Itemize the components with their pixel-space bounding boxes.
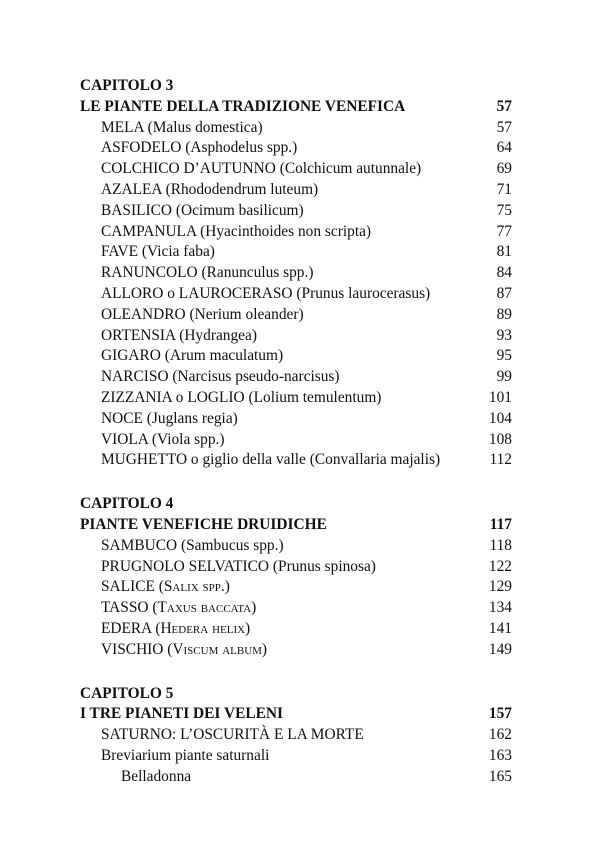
page-number: 134 [488,599,512,617]
plant-name: ORTENSIA [101,326,176,344]
page-number: 93 [496,326,512,344]
plant-name: COLCHICO D’AUTUNNO [101,160,276,178]
page-number: 129 [488,578,512,596]
subsection-name: Belladonna [121,767,192,785]
spacer [80,471,512,494]
toc-entry[interactable] [80,138,512,159]
page-number: 101 [488,388,512,406]
page-number: 117 [489,515,512,533]
spacer [80,661,512,684]
page-number: 57 [496,118,512,136]
plant-name: MUGHETTO o giglio della valle [101,451,306,469]
chapter-heading: CAPITOLO 4 [80,495,174,513]
latin-name: (Nerium oleander) [189,305,304,323]
toc-entry[interactable] [80,118,512,139]
latin-name: (Colchicum autunnale) [279,160,422,178]
latin-name: (Salix spp.) [158,578,230,596]
toc-subentry[interactable] [80,746,512,767]
page-number: 141 [488,619,512,637]
plant-name: FAVE [101,243,139,261]
page-number: 87 [496,284,512,302]
plant-name: VISCHIO [101,640,164,658]
latin-name: (Arum maculatum) [164,347,284,365]
latin-name: (Hyacinthoides non scripta) [200,222,372,240]
page-number: 118 [489,536,512,554]
table-of-contents [80,76,512,788]
toc-entry[interactable] [80,619,512,640]
section-name: SATURNO: L’OSCURITÀ E LA MORTE [101,726,364,744]
latin-name: (Vicia faba) [141,243,215,261]
plant-name: NOCE [101,409,143,427]
page-number: 108 [488,430,512,448]
chapter-title-row[interactable] [80,97,512,118]
toc-entry[interactable] [80,201,512,222]
latin-name: (Prunus spinosa) [272,557,376,575]
plant-name: TASSO [101,599,149,617]
toc-entry[interactable] [80,598,512,619]
latin-name: (Ranunculus spp.) [201,264,314,282]
latin-name: (Hedera helix) [155,619,251,637]
subsection-name: Breviarium piante saturnali [101,746,270,764]
page-number: 99 [496,368,512,386]
plant-name: ASFODELO [101,139,182,157]
toc-entry[interactable] [80,536,512,557]
toc-entry[interactable] [80,159,512,180]
toc-entry[interactable] [80,242,512,263]
page-number: 122 [488,557,512,575]
latin-name: (Narcisus pseudo-narcisus) [172,368,340,386]
page-number: 77 [496,222,512,240]
chapter-title-row[interactable] [80,515,512,536]
toc-entry[interactable] [80,263,512,284]
plant-name: GIGARO [101,347,161,365]
page-number: 112 [489,451,512,469]
chapter-title-row[interactable] [80,704,512,725]
toc-entry[interactable] [80,346,512,367]
toc-entry[interactable] [80,450,512,471]
page-number: 57 [496,97,512,115]
latin-name: (Ocimum basilicum) [175,201,304,219]
chapter-heading: CAPITOLO 5 [80,684,174,702]
chapter-title: I TRE PIANETI DEI VELENI [80,705,283,723]
plant-name: MELA [101,118,144,136]
latin-name: (Lolium temulentum) [248,388,382,406]
toc-entry[interactable] [80,305,512,326]
page-number: 162 [488,726,512,744]
plant-name: AZALEA [101,180,162,198]
page-number: 84 [496,264,512,282]
chapter-title: PIANTE VENEFICHE DRUIDICHE [80,515,327,533]
latin-name: (Viscum album) [167,640,268,658]
plant-name: RANUNCOLO [101,264,198,282]
latin-name: (Asphodelus spp.) [185,139,298,157]
toc-entry[interactable] [80,409,512,430]
page-number: 157 [488,705,512,723]
plant-name: BASILICO [101,201,172,219]
page-number: 95 [496,347,512,365]
latin-name: (Convallaria majalis) [309,451,441,469]
toc-entry[interactable] [80,222,512,243]
toc-entry[interactable] [80,367,512,388]
latin-name: (Hydrangea) [179,326,257,344]
latin-name: (Viola spp.) [151,430,225,448]
page-number: 71 [496,180,512,198]
page-number: 75 [496,201,512,219]
toc-entry[interactable] [80,640,512,661]
plant-name: OLEANDRO [101,305,186,323]
page-number: 163 [488,746,512,764]
page-number: 81 [496,243,512,261]
toc-subentry[interactable] [80,767,512,788]
toc-entry[interactable] [80,430,512,451]
page-number: 69 [496,160,512,178]
latin-name: (Juglans regia) [146,409,238,427]
toc-entry[interactable] [80,326,512,347]
plant-name: ALLORO o LAUROCERASO [101,284,293,302]
toc-entry[interactable] [80,284,512,305]
plant-name: PRUGNOLO SELVATICO [101,557,270,575]
toc-entry[interactable] [80,577,512,598]
plant-name: ZIZZANIA o LOGLIO [101,388,245,406]
latin-name: (Malus domestica) [147,118,263,136]
toc-entry[interactable] [80,557,512,578]
page-number: 149 [488,640,512,658]
page-number: 165 [488,767,512,785]
plant-name: SALICE [101,578,155,596]
chapter-heading: CAPITOLO 3 [80,77,174,94]
plant-name: NARCISO [101,368,169,386]
plant-name: CAMPANULA [101,222,197,240]
toc-entry[interactable] [80,180,512,201]
plant-name: EDERA [101,619,152,637]
toc-entry[interactable] [80,388,512,409]
plant-name: VIOLA [101,430,149,448]
chapter-title: LE PIANTE DELLA TRADIZIONE VENEFICA [80,97,406,115]
page-number: 89 [496,305,512,323]
latin-name: (Prunus laurocerasus) [296,284,431,302]
latin-name: (Rhododendrum luteum) [165,180,319,198]
latin-name: (Sambucus spp.) [180,536,284,554]
plant-name: SAMBUCO [101,536,178,554]
page-number: 104 [488,409,512,427]
latin-name: (Taxus baccata) [152,599,257,617]
toc-entry[interactable] [80,725,512,746]
page-number: 64 [496,139,512,157]
